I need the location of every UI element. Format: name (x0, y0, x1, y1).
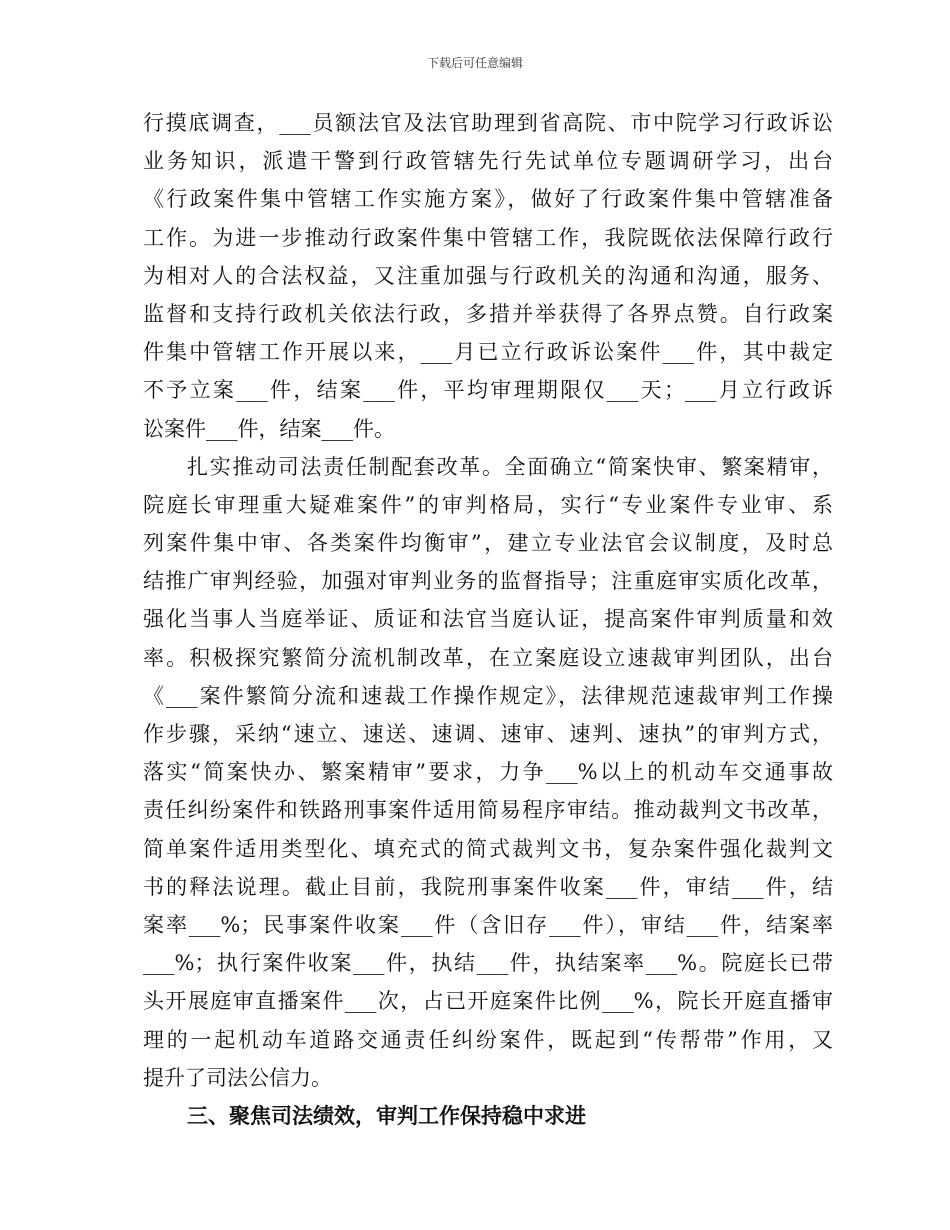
text-line: 率。积极探究繁简分流机制改革，在立案庭设立速裁审判团队，出台 (143, 645, 833, 670)
text-line: 监督和支持行政机关依法行政，多措并举获得了各界点赞。自行政案 (143, 301, 833, 326)
page-header: 下载后可任意编辑 (426, 56, 523, 70)
text-line: 书的释法说理。截止目前，我院刑事案件收案___件，审结___件，结 (143, 874, 833, 899)
text-line: 院庭长审理重大疑难案件”的审判格局，实行“专业案件专业审、系 (143, 492, 833, 517)
text-line: 作步骤，采纳“速立、速送、速调、速审、速判、速执”的审判方式， (143, 722, 833, 746)
text-line: 落实“简案快办、繁案精审”要求，力争___%以上的机动车交通事故 (143, 760, 833, 785)
text-line: 行摸底调查，___员额法官及法官助理到省高院、市中院学习行政诉讼 (143, 111, 833, 135)
text-line: 《___案件繁简分流和速裁工作操作规定》，法律规范速裁审判工作操 (143, 683, 833, 708)
text-line: 工作。为进一步推动行政案件集中管辖工作，我院既依法保障行政行 (143, 225, 833, 250)
text-line: 强化当事人当庭举证、质证和法官当庭认证，提高案件审判质量和效 (143, 607, 833, 632)
text-line: 结推广审判经验，加强对审判业务的监督指导；注重庭审实质化改革， (143, 569, 833, 594)
text-line: 为相对人的合法权益，又注重加强与行政机关的沟通和沟通，服务、 (143, 263, 833, 288)
text-line: ___%；执行案件收案___件，执结___件，执结案率___%。院庭长已带 (143, 951, 833, 976)
text-line: 讼案件___件，结案___件。 (143, 416, 395, 441)
text-line: 扎实推动司法责任制配套改革。全面确立“简案快审、繁案精审， (187, 454, 833, 479)
text-line: 简单案件适用类型化、填充式的简式裁判文书，复杂案件强化裁判文 (143, 836, 833, 861)
document-body (143, 104, 833, 1135)
paragraph-2 (143, 448, 833, 1097)
text-line: 不予立案___件，结案___件，平均审理期限仅___天；___月立行政诉 (143, 378, 833, 403)
text-line: 案率___%；民事案件收案___件（含旧存___件），审结___件，结案率 (143, 912, 833, 937)
paragraph-1 (143, 104, 833, 448)
text-line: 提升了司法公信力。 (143, 1065, 332, 1090)
text-line: 头开展庭审直播案件___次，占已开庭案件比例___%，院长开庭直播审 (143, 989, 833, 1014)
text-line: 理的一起机动车道路交通责任纠纷案件，既起到“传帮带”作用，又 (143, 1027, 833, 1052)
text-line: 业务知识，派遣干警到行政管辖先行先试单位专题调研学习，出台 (143, 149, 833, 174)
text-line: 责任纠纷案件和铁路刑事案件适用简易程序审结。推动裁判文书改革， (143, 798, 833, 823)
text-line: 列案件集中审、各类案件均衡审”，建立专业法官会议制度，及时总 (143, 531, 833, 556)
section-heading: 三、聚焦司法绩效，审判工作保持稳中求进 (187, 1103, 586, 1128)
text-line: 件集中管辖工作开展以来，___月已立行政诉讼案件___件，其中裁定 (143, 340, 833, 365)
text-line: 《行政案件集中管辖工作实施方案》，做好了行政案件集中管辖准备 (143, 187, 833, 212)
